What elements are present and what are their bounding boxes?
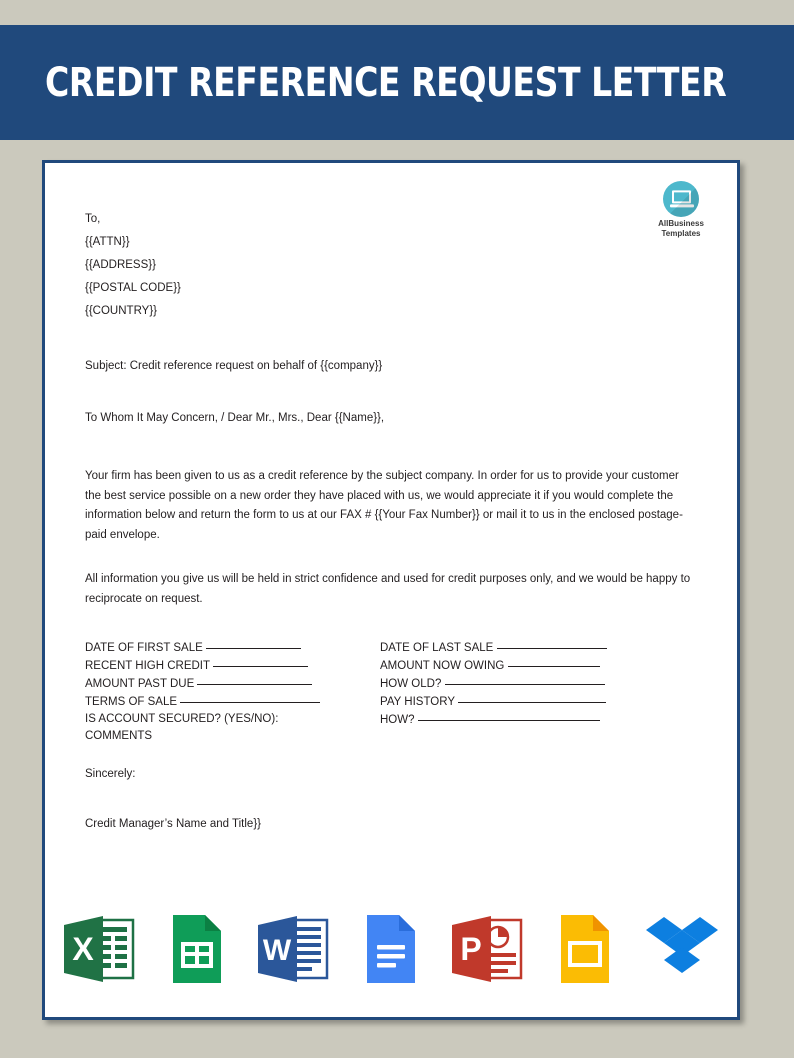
form-field-row: [85, 728, 380, 745]
body-paragraph-1: Your firm has been given to us as a credit reference by the subject company. In order for us to provide your customer the best service possible on a new order they have placed with us, we would appreciate it if you would complete the information below and return the form to us at our FAX # {{Your Fax Number}} or mail it to us in the enclosed postage-paid envelope.: [85, 470, 683, 541]
dropbox-icon[interactable]: [642, 909, 722, 989]
google-docs-icon[interactable]: [351, 909, 431, 989]
signature-line: Credit Manager’s Name and Title}}: [85, 817, 262, 830]
field-label: RECENT HIGH CREDIT: [85, 660, 210, 672]
field-label: AMOUNT NOW OWING: [380, 660, 505, 672]
credit-info-form: [85, 639, 697, 745]
form-right-column: [380, 639, 680, 745]
page-title: CREDIT REFERENCE REQUEST LETTER: [45, 59, 727, 106]
field-label: IS ACCOUNT SECURED? (YES/NO):: [85, 713, 279, 725]
logo-text-line1: AllBusiness: [658, 219, 704, 228]
recipient-address-block: [85, 208, 697, 323]
field-label: AMOUNT PAST DUE: [85, 678, 195, 690]
subject-line: Subject: Credit reference request on behalf of {{company}}: [85, 360, 383, 372]
address-line: {{COUNTRY}}: [85, 305, 158, 317]
field-label: DATE OF FIRST SALE: [85, 642, 203, 654]
word-icon[interactable]: [254, 909, 334, 989]
field-rule[interactable]: [497, 639, 607, 649]
field-rule[interactable]: [197, 675, 312, 685]
address-line: To,: [85, 213, 101, 225]
form-left-column: [85, 639, 380, 745]
form-field-row: [380, 693, 680, 711]
field-rule[interactable]: [445, 675, 605, 685]
field-rule[interactable]: [458, 693, 606, 703]
svg-text:W: W: [262, 934, 292, 967]
document-page: [42, 160, 740, 1020]
address-line: {{ATTN}}: [85, 236, 130, 248]
field-label: TERMS OF SALE: [85, 696, 178, 708]
field-label: COMMENTS: [85, 730, 153, 742]
logo-text-line2: Templates: [661, 228, 701, 238]
form-field-row: [85, 675, 380, 693]
form-field-row: [380, 639, 680, 657]
field-label: PAY HISTORY: [380, 696, 455, 708]
field-label: HOW?: [380, 714, 415, 726]
field-rule[interactable]: [206, 639, 301, 649]
form-field-row: [85, 657, 380, 675]
field-rule[interactable]: [508, 657, 600, 667]
field-rule[interactable]: [180, 693, 320, 703]
address-line: {{ADDRESS}}: [85, 259, 156, 271]
powerpoint-icon[interactable]: [448, 909, 528, 989]
field-rule[interactable]: [213, 657, 308, 667]
field-label: HOW OLD?: [380, 678, 442, 690]
address-line: {{POSTAL CODE}}: [85, 282, 181, 294]
field-label: DATE OF LAST SALE: [380, 642, 494, 654]
form-field-row: [380, 657, 680, 675]
file-format-icon-strip: [45, 909, 737, 989]
excel-icon[interactable]: [60, 909, 140, 989]
svg-text:P: P: [460, 931, 482, 967]
svg-text:X: X: [72, 931, 94, 967]
body-paragraph-2: All information you give us will be held in strict confidence and used for credit purposes only, and we would be happy to reciprocate on request.: [85, 573, 691, 605]
field-rule[interactable]: [418, 711, 600, 721]
form-field-row: [85, 639, 380, 657]
form-field-row: [85, 693, 380, 711]
google-slides-icon[interactable]: [545, 909, 625, 989]
salutation-line: To Whom It May Concern, / Dear Mr., Mrs., Dear {{Name}},: [85, 411, 385, 424]
closing-line: Sincerely:: [85, 768, 136, 780]
header-banner: [0, 25, 794, 140]
form-field-row: [85, 711, 380, 728]
letter-body: [85, 208, 697, 832]
form-field-row: [380, 711, 680, 729]
form-field-row: [380, 675, 680, 693]
google-sheets-icon[interactable]: [157, 909, 237, 989]
